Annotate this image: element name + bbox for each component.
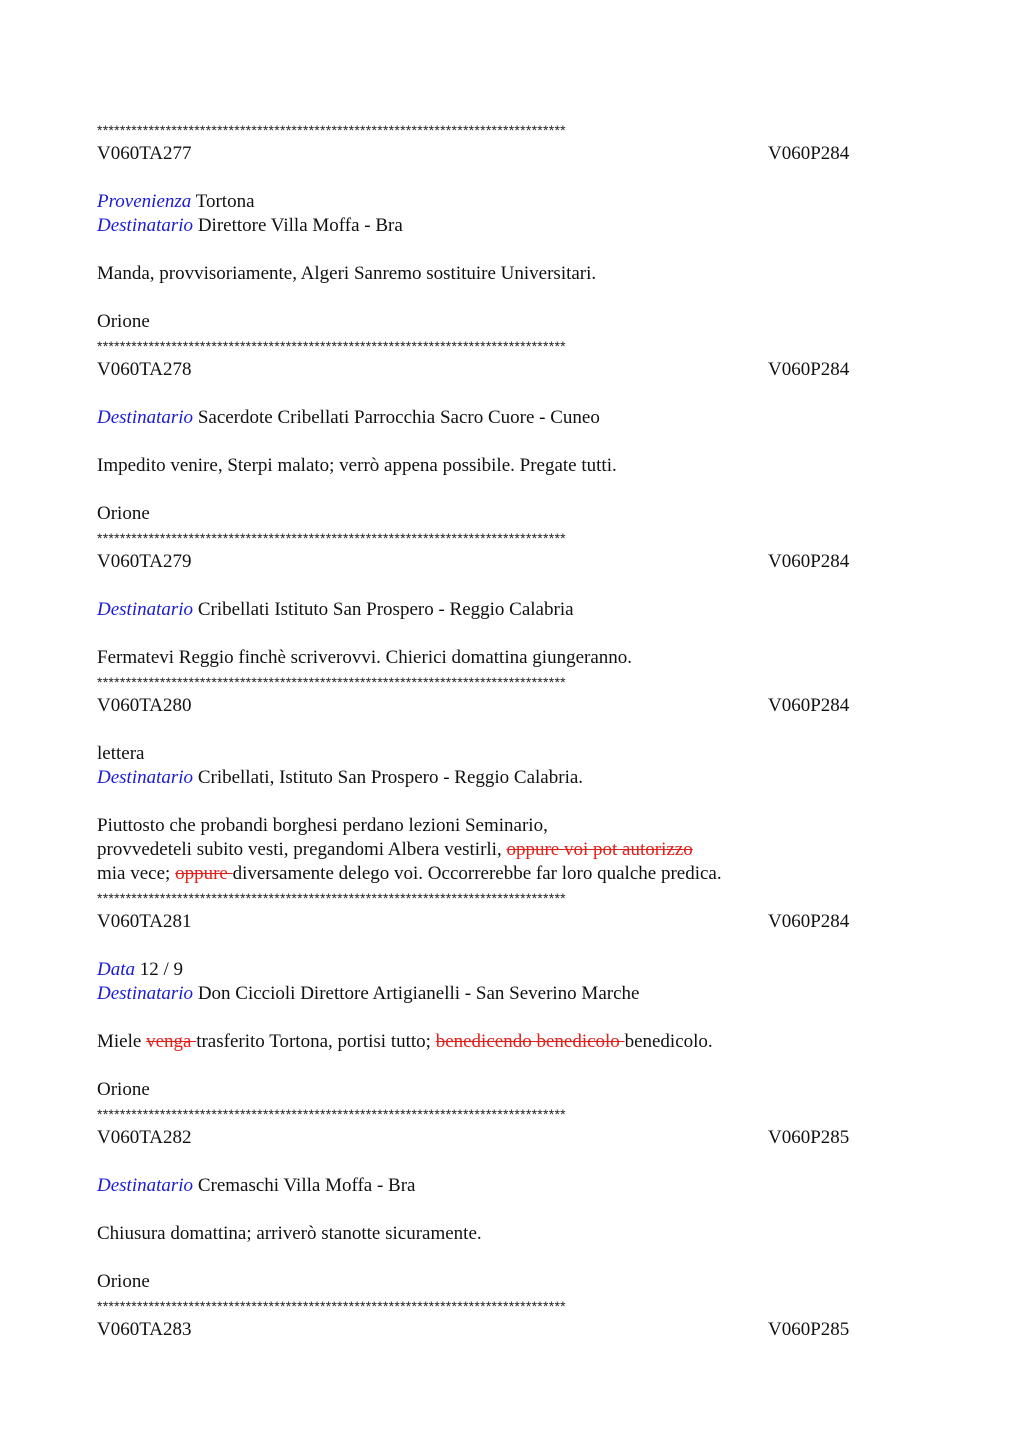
destinatario-value: Cribellati, Istituto San Prospero - Reggio Calabria. — [197, 767, 584, 788]
signature: Orione — [97, 503, 150, 524]
telegram-text: Impedito venire, Sterpi malato; verrò appena possibile. Pregate tutti. — [97, 455, 617, 476]
entry-page-ref: V060P284 — [768, 551, 850, 572]
separator-line: ********************************************************************************** — [97, 338, 566, 354]
entry-id: V060TA277 — [97, 143, 192, 164]
entry-page-ref: V060P285 — [768, 1319, 850, 1340]
entry-id: V060TA283 — [97, 1319, 192, 1340]
entry-header — [97, 142, 927, 166]
destinatario-label: Destinatario — [97, 599, 194, 620]
entry-page-ref: V060P284 — [768, 695, 850, 716]
entry-id: V060TA282 — [97, 1127, 192, 1148]
telegram-text-part: benedicolo. — [624, 1031, 713, 1052]
provenienza-value: Tortona — [195, 191, 255, 212]
destinatario-line — [97, 214, 927, 238]
telegram-text: Fermatevi Reggio finchè scriverovvi. Chierici domattina giungeranno. — [97, 647, 633, 668]
entry-page-ref: V060P285 — [768, 1127, 850, 1148]
entry-page-ref: V060P284 — [768, 911, 850, 932]
entry-header — [97, 550, 927, 574]
signature: Orione — [97, 311, 150, 332]
entry-id: V060TA281 — [97, 911, 192, 932]
destinatario-line — [97, 598, 927, 622]
entry-id: V060TA279 — [97, 551, 192, 572]
entry-header — [97, 1318, 927, 1342]
deleted-text: venga — [146, 1031, 197, 1052]
entry-header — [97, 694, 927, 718]
deleted-text: oppure voi pot autorizzo — [506, 839, 693, 860]
separator-line: ********************************************************************************** — [97, 674, 566, 690]
telegram-text — [97, 1030, 927, 1054]
destinatario-label: Destinatario — [97, 1175, 194, 1196]
data-value: 12 / 9 — [139, 959, 184, 980]
telegram-text-part: trasferito Tortona, portisi tutto; — [196, 1031, 436, 1052]
letter-line-3 — [97, 862, 927, 886]
letter-line-1: Piuttosto che probandi borghesi perdano lezioni Seminario, — [97, 815, 548, 836]
deleted-text: benedicendo benedicolo — [435, 1031, 625, 1052]
entry-page-ref: V060P284 — [768, 359, 850, 380]
document-type-note: lettera — [97, 743, 145, 764]
separator-line: ********************************************************************************** — [97, 122, 566, 138]
destinatario-label: Destinatario — [97, 983, 194, 1004]
letter-text: diversamente delego voi. Occorrerebbe far loro qualche predica. — [232, 863, 722, 884]
destinatario-value: Direttore Villa Moffa - Bra — [197, 215, 403, 236]
destinatario-value: Don Ciccioli Direttore Artigianelli - San Severino Marche — [197, 983, 640, 1004]
document-page — [97, 118, 927, 1342]
letter-line-2 — [97, 838, 927, 862]
telegram-text-part: Miele — [97, 1031, 147, 1052]
separator-line: ********************************************************************************** — [97, 1106, 566, 1122]
deleted-text: oppure — [175, 863, 233, 884]
entry-id: V060TA278 — [97, 359, 192, 380]
destinatario-label: Destinatario — [97, 767, 194, 788]
provenienza-label: Provenienza — [97, 191, 192, 212]
signature: Orione — [97, 1079, 150, 1100]
entry-id: V060TA280 — [97, 695, 192, 716]
separator-line: ********************************************************************************** — [97, 530, 566, 546]
provenienza-line — [97, 190, 927, 214]
entry-header — [97, 910, 927, 934]
letter-text: mia vece; — [97, 863, 176, 884]
destinatario-label: Destinatario — [97, 407, 194, 428]
entry-header — [97, 358, 927, 382]
telegram-text: Manda, provvisoriamente, Algeri Sanremo sostituire Universitari. — [97, 263, 597, 284]
destinatario-value: Cribellati Istituto San Prospero - Reggio Calabria — [197, 599, 574, 620]
letter-text: provvedeteli subito vesti, pregandomi Albera vestirli, — [97, 839, 507, 860]
signature: Orione — [97, 1271, 150, 1292]
data-line — [97, 958, 927, 982]
entry-page-ref: V060P284 — [768, 143, 850, 164]
telegram-text: Chiusura domattina; arriverò stanotte sicuramente. — [97, 1223, 482, 1244]
destinatario-line — [97, 406, 927, 430]
separator-line: ********************************************************************************** — [97, 890, 566, 906]
data-label: Data — [97, 959, 135, 980]
destinatario-line — [97, 766, 927, 790]
destinatario-line — [97, 1174, 927, 1198]
entry-header — [97, 1126, 927, 1150]
destinatario-line — [97, 982, 927, 1006]
destinatario-label: Destinatario — [97, 215, 194, 236]
separator-line: ********************************************************************************** — [97, 1298, 566, 1314]
destinatario-value: Sacerdote Cribellati Parrocchia Sacro Cuore - Cuneo — [197, 407, 600, 428]
destinatario-value: Cremaschi Villa Moffa - Bra — [197, 1175, 416, 1196]
